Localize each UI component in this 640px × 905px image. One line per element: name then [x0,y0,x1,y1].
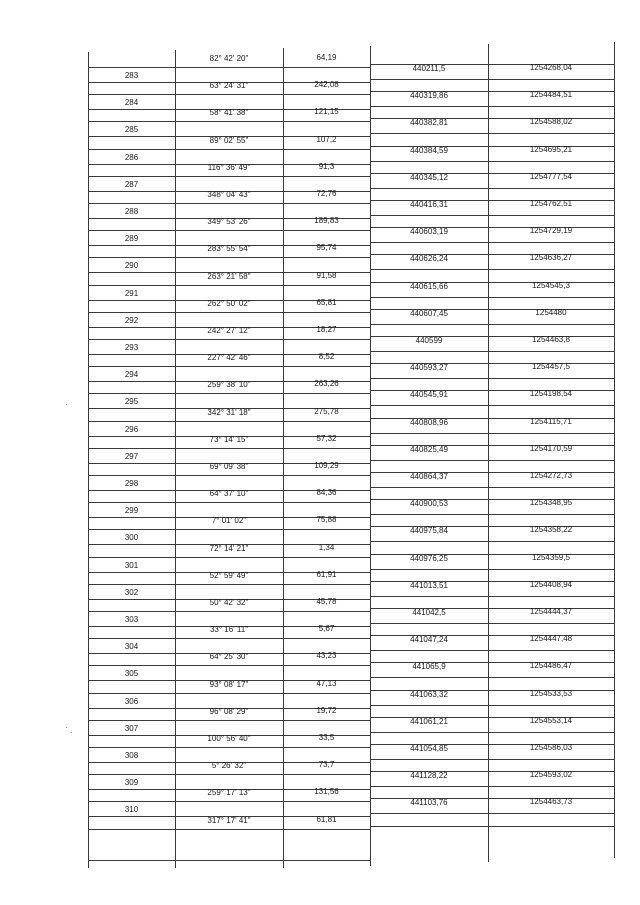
row-mid-rule-right [370,106,614,107]
coordinate-x: 440900,53 [410,499,448,509]
point-number: 308 [124,751,139,760]
direction-angle: 262° 50' 02" [207,298,251,308]
coordinate-x: 440864,37 [410,472,448,481]
segment-length: 8,52 [318,352,335,362]
segment-length: 45,78 [316,597,337,606]
direction-angle: 69° 09' 38" [209,462,249,471]
segment-length: 109,29 [314,461,339,470]
segment-length: 57,32 [316,433,337,443]
coordinate-y: 1254480 [535,307,567,317]
point-number: 291 [124,288,139,298]
row-rule-left [88,665,370,666]
direction-angle: 64° 37' 10" [209,489,249,499]
row-mid-rule-right [370,569,614,570]
coordinate-x: 440382,81 [410,118,448,128]
coordinate-y: 1254198,54 [529,389,573,399]
direction-angle: 259° 17' 13" [207,788,251,798]
direction-angle: 242° 27' 12" [207,326,251,335]
direction-angle: 348° 04' 43" [207,190,251,199]
coordinate-y: 1254695,21 [529,144,573,154]
point-number: 298 [124,479,139,488]
coordinate-y: 1254268,04 [529,63,573,72]
segment-length: 18,27 [316,325,337,334]
direction-angle: 82° 42' 20" [209,54,249,63]
row-mid-rule-right [370,433,614,434]
coordinate-y: 1254593,02 [529,770,573,780]
coordinate-y: 1254463,73 [529,797,573,807]
coordinate-x: 441065,9 [412,662,446,672]
segment-length: 47,13 [316,678,337,688]
coordinate-y: 1254444,37 [529,607,573,616]
row-rule-left [88,176,370,177]
segment-length: 121,15 [314,107,339,117]
row-mid-rule-right [370,541,614,542]
row-mid-rule-right [370,460,614,461]
row-rule-left [88,149,370,150]
table-bottom-rule [88,860,370,861]
point-number: 300 [124,533,139,543]
segment-length: 1,34 [318,542,335,552]
row-mid-rule-right [370,705,614,706]
direction-angle: 116° 36' 49" [207,162,251,172]
coordinate-x: 440545,91 [410,390,448,400]
coordinate-x: 440384,59 [410,145,448,155]
point-number: 284 [124,98,139,108]
scan-speck [66,404,67,405]
row-rule-left [88,448,370,449]
point-number: 304 [124,642,139,652]
coordinate-y: 1254777,54 [529,171,573,181]
row-mid-rule-right [370,514,614,515]
row-rule-left [88,230,370,231]
coordinate-x: 440976,25 [410,553,448,563]
coordinate-x: 440603,19 [410,227,448,237]
direction-angle: 73° 14' 15" [209,434,249,444]
row-mid-rule-right [370,759,614,760]
segment-length: 91,58 [316,270,337,280]
point-number: 299 [124,506,139,516]
point-number: 290 [124,261,139,271]
segment-length: 75,88 [316,515,337,525]
row-rule-left [88,584,370,585]
row-rule-left [88,257,370,258]
segment-length: 242,08 [314,80,339,90]
scan-speck [66,727,67,728]
row-rule-left [88,693,370,694]
segment-length: 84,36 [316,488,337,498]
coordinate-y: 1254533,53 [529,688,573,698]
direction-angle: 58° 41' 38" [209,108,249,118]
coordinate-x: 441054,85 [410,744,448,753]
row-rule-left [88,638,370,639]
point-number: 288 [124,207,139,216]
point-number: 285 [124,125,139,135]
direction-angle: 63° 24' 31" [209,81,249,91]
direction-angle: 100° 56' 40" [207,734,251,743]
coordinate-y: 1254553,14 [529,715,573,725]
coordinate-x: 440607,45 [410,308,448,318]
segment-length: 72,76 [316,189,337,198]
coordinate-x: 441047,24 [410,635,448,645]
row-mid-rule-right [370,269,614,270]
point-number: 309 [124,778,139,788]
coordinate-y: 1254484,51 [529,90,573,100]
coordinate-y: 1254586,03 [529,743,573,752]
column-rule-6 [614,42,615,858]
direction-angle: 317° 17' 41" [207,815,251,825]
segment-length: 19,72 [316,705,337,715]
row-mid-rule-right [370,188,614,189]
coordinate-y: 1254115,71 [530,416,572,426]
point-number: 289 [124,234,139,244]
direction-angle: 72° 14' 21" [209,543,249,553]
coordinate-x: 441061,21 [410,716,448,726]
segment-length: 275,78 [314,406,339,416]
direction-angle: 349° 53' 26" [207,217,251,227]
direction-angle: 7° 01' 02" [211,516,247,526]
coordinate-x: 440825,49 [410,444,448,454]
coordinate-y: 1254463,8 [532,335,570,344]
coordinate-y: 1254486,47 [529,661,573,671]
segment-length: 73,7 [318,760,335,770]
direction-angle: 342° 31' 18" [207,407,251,417]
point-number: 292 [124,315,139,325]
row-mid-rule-right [370,297,614,298]
direction-angle: 227° 42' 46" [207,353,251,363]
row-rule-left [88,339,370,340]
direction-angle: 64° 25' 30" [209,652,249,662]
point-number: 302 [124,587,139,597]
direction-angle: 33° 16' 11" [209,625,249,635]
segment-length: 43,23 [316,651,337,661]
column-rule-4 [370,46,371,866]
coordinate-x: 440599 [415,336,443,345]
row-rule-left [88,529,370,530]
point-number: 307 [124,723,139,733]
coordinate-x: 441103,76 [410,798,448,808]
coordinate-x: 440808,96 [410,417,448,427]
coordinate-x: 440345,12 [410,172,448,182]
coordinate-x: 441042,5 [412,608,446,617]
point-number: 283 [124,71,139,80]
row-mid-rule-right [370,215,614,216]
coordinate-x: 440319,86 [410,91,448,101]
row-rule-left [88,475,370,476]
coordinate-x: 441063,32 [410,689,448,699]
row-rule-left [88,774,370,775]
point-number: 294 [124,370,139,380]
segment-length: 131,56 [314,787,339,797]
coordinate-y: 1254408,94 [529,579,573,589]
coordinate-y: 1254545,3 [532,280,570,290]
row-rule-left [88,285,370,286]
row-mid-rule-right [370,133,614,134]
row-rule-left [88,312,370,313]
segment-length: 189,83 [314,216,339,226]
row-mid-rule-right [370,378,614,379]
segment-length: 95,74 [316,243,337,253]
direction-angle: 93° 08' 17" [209,679,249,689]
segment-length: 61,91 [316,569,337,579]
point-number: 297 [124,451,139,461]
segment-length: 33,5 [318,733,335,742]
row-mid-rule-right [370,242,614,243]
direction-angle: 259° 38' 10" [207,380,251,390]
row-rule-left [88,829,370,830]
row-rule-left [88,121,370,122]
scan-speck [71,732,72,733]
row-mid-rule-right [370,79,614,80]
coordinate-y: 1254457,5 [532,362,570,372]
row-rule-left [88,67,370,68]
coordinate-y: 1254348,95 [529,498,573,508]
segment-length: 64,19 [316,53,337,62]
direction-angle: 96° 08' 29" [209,706,249,716]
row-rule-left [88,611,370,612]
row-mid-rule-right [370,324,614,325]
coordinate-y: 1254447,48 [529,634,573,644]
segment-length: 107,2 [316,134,337,144]
direction-angle: 263° 21' 58" [207,271,251,281]
point-number: 293 [124,343,139,352]
coordinate-x: 441013,51 [410,580,448,590]
coordinate-x: 440211,5 [412,64,446,73]
row-rule-left [88,393,370,394]
row-rule-left [88,421,370,422]
direction-angle: 50° 42' 32" [209,598,249,607]
point-number: 287 [124,179,139,189]
row-mid-rule-right [370,405,614,406]
point-number: 303 [124,615,139,624]
segment-length: 263,26 [314,379,339,389]
segment-length: 91,3 [318,161,335,171]
direction-angle: 5° 26' 32" [211,761,247,771]
row-mid-rule-right [370,732,614,733]
row-rule-right [370,826,614,827]
coordinate-y: 1254359,5 [532,552,570,562]
row-mid-rule-right [370,487,614,488]
row-rule-left [88,747,370,748]
coordinate-y: 1254588,02 [529,117,573,127]
row-rule-left [88,801,370,802]
coordinate-x: 440416,31 [410,200,448,209]
direction-angle: 89° 02' 55" [209,135,249,145]
direction-angle: 52° 59' 49" [209,570,249,580]
coordinate-y: 1254358,22 [529,525,573,535]
segment-length: 65,81 [316,297,337,307]
direction-angle: 283° 55' 54" [207,244,251,254]
row-mid-rule-right [370,677,614,678]
coordinate-x: 441128,22 [410,771,448,781]
coordinate-x: 440975,84 [410,526,448,536]
row-mid-rule-right [370,161,614,162]
segment-length: 5,67 [318,624,335,634]
point-number: 305 [124,669,139,679]
point-number: 295 [124,397,139,407]
point-number: 301 [124,560,139,570]
row-rule-left [88,557,370,558]
row-mid-rule-right [370,786,614,787]
coordinate-y: 1254729,19 [529,226,573,236]
segment-length: 61,81 [316,814,337,824]
row-mid-rule-right [370,813,614,814]
point-number: 296 [124,424,139,434]
row-mid-rule-right [370,623,614,624]
row-rule-left [88,720,370,721]
row-rule-left [88,94,370,95]
row-mid-rule-right [370,650,614,651]
point-number: 286 [124,152,139,162]
coordinate-y: 1254636,27 [529,253,573,263]
coordinate-y: 1254762,51 [529,199,573,208]
row-rule-left [88,203,370,204]
coordinate-y: 1254272,73 [529,471,573,480]
coordinate-x: 440626,24 [410,254,448,264]
point-number: 306 [124,696,139,706]
coordinate-x: 440593,27 [410,363,448,373]
coordinate-y: 1254170,59 [529,443,573,453]
coordinate-x: 440615,66 [410,281,448,291]
row-mid-rule-right [370,351,614,352]
point-number: 310 [124,805,139,815]
row-rule-left [88,366,370,367]
row-mid-rule-right [370,596,614,597]
row-rule-left [88,502,370,503]
